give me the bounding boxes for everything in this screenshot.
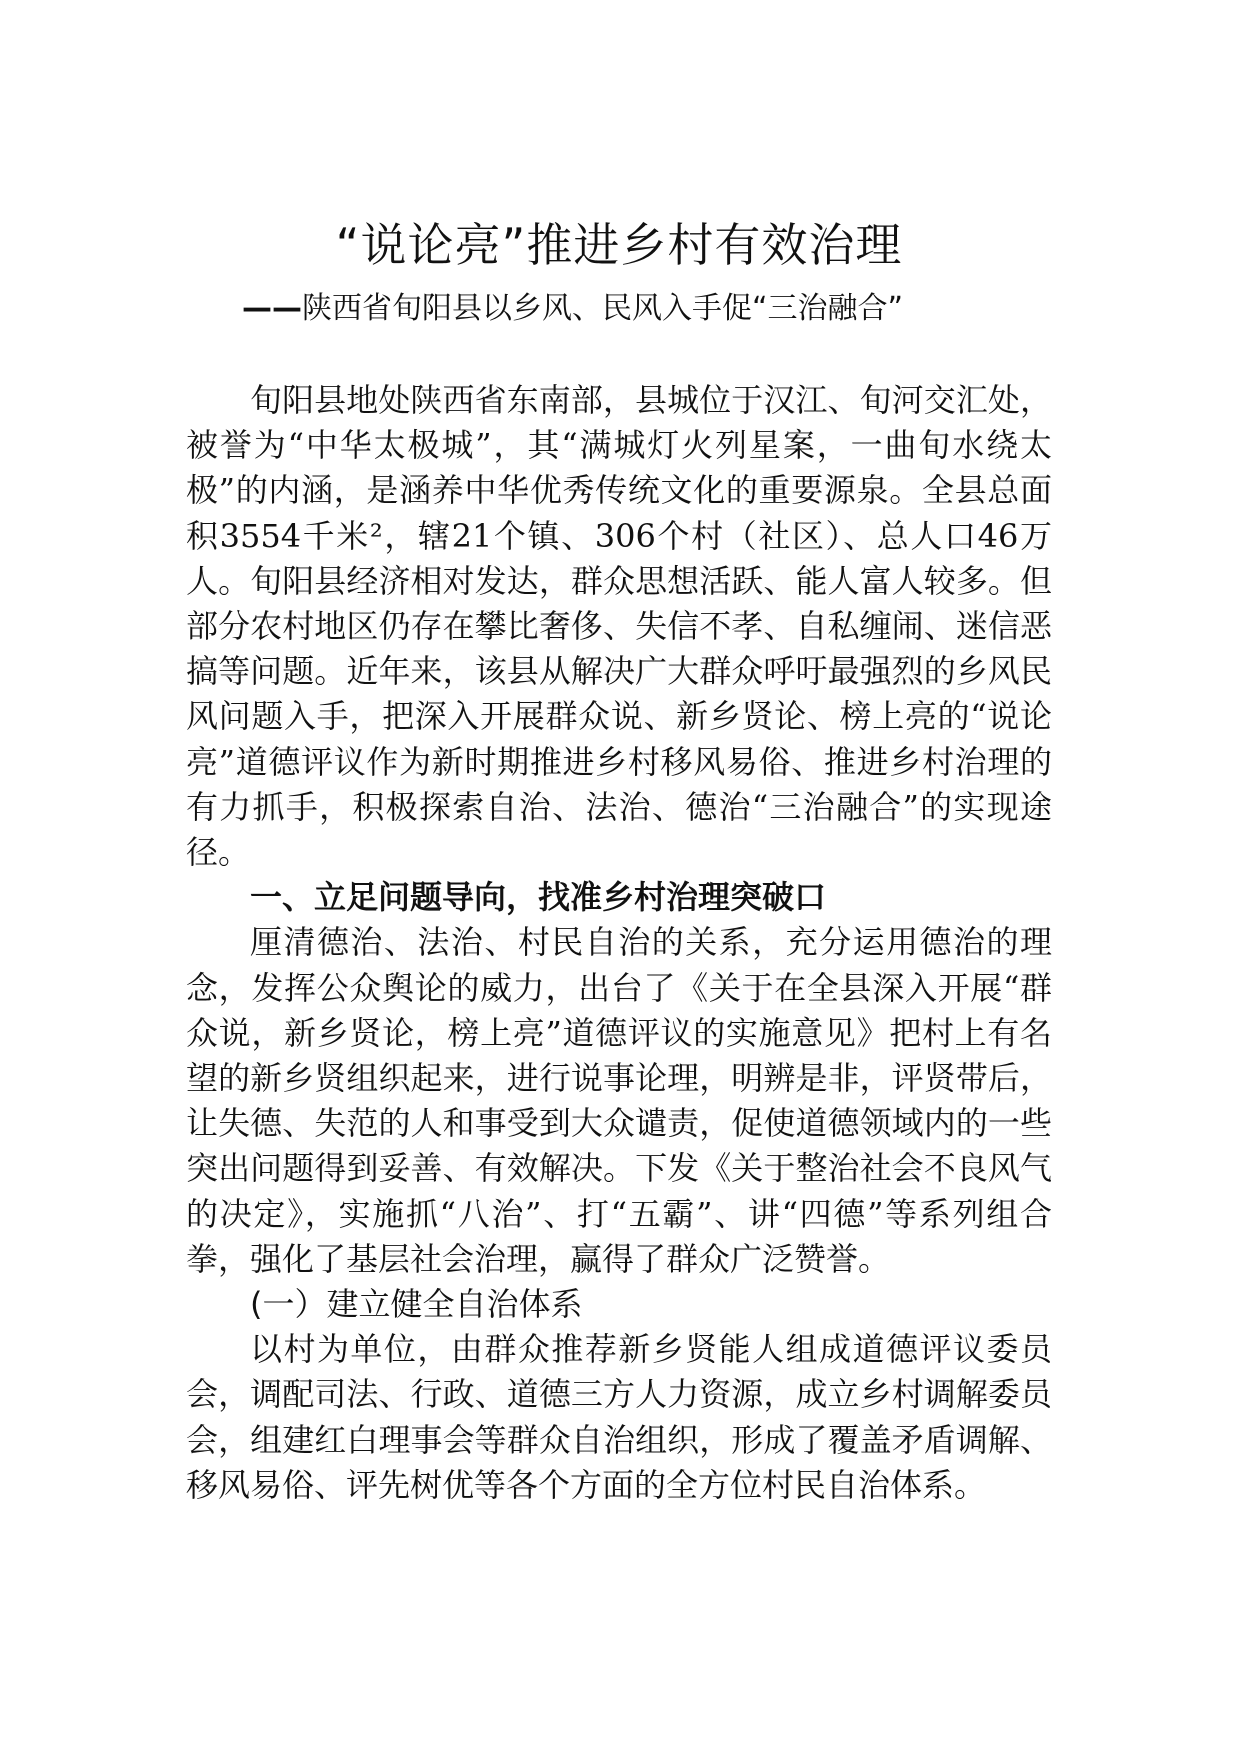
paragraph-section-1: 厘清德治、法治、村民自治的关系，充分运用德治的理念，发挥公众舆论的威力，出台了《关于在全县深入开展“群众说，新乡贤论，榜上亮”道德评议的实施意见》把村上有名望的新乡贤组织起来，进行说事论理，明辨是非，评贤带后，让失德、失范的人和事受到大众谴责，促使道德领域内的一些突出问题得到妥善、有效解决。下发《关于整治社会不良风气的决定》，实施抓“八治”、打“五霸”、讲“四德”等系列组合拳，强化了基层社会治理，赢得了群众广泛赞誉。 — [186, 923, 1052, 1278]
paragraph-intro: 旬阳县地处陕西省东南部，县城位于汉江、旬河交汇处，被誉为“中华太极城”，其“满城灯火列星案，一曲旬水绕太极”的内涵，是涵养中华优秀传统文化的重要源泉。全县总面积3554千米²，辖21个镇、306个村（社区）、总人口46万人。旬阳县经济相对发达，群众思想活跃、能人富人较多。但部分农村地区仍存在攀比奢侈、失信不孝、自私缠闹、迷信恶搞等问题。近年来，该县从解决广大群众呼吁最强烈的乡风民风问题入手，把深入开展群众说、新乡贤论、榜上亮的“说论亮”道德评议作为新时期推进乡村移风易俗、推进乡村治理的有力抓手，积极探索自治、法治、德治“三治融合”的实现途径。 — [186, 381, 1052, 872]
document-subtitle — [242, 287, 1052, 331]
subtitle-text: 陕西省旬阳县以乡风、民风入手促“三治融合” — [302, 291, 904, 326]
paragraph-subsection-1: 以村为单位，由群众推荐新乡贤能人组成道德评议委员会，调配司法、行政、道德三方人力资源，成立乡村调解委员会，组建红白理事会等群众自治组织，形成了覆盖矛盾调解、移风易俗、评先树优等各个方面的全方位村民自治体系。 — [186, 1330, 1052, 1504]
subtitle-dash: —— — [242, 291, 302, 326]
document-body — [186, 378, 1052, 1508]
section-heading-1: 一、立足问题导向，找准乡村治理突破口 — [250, 878, 827, 917]
document-title: “说论亮”推进乡村有效治理 — [335, 218, 903, 272]
subsection-heading-1: (一）建立健全自治体系 — [250, 1285, 583, 1324]
